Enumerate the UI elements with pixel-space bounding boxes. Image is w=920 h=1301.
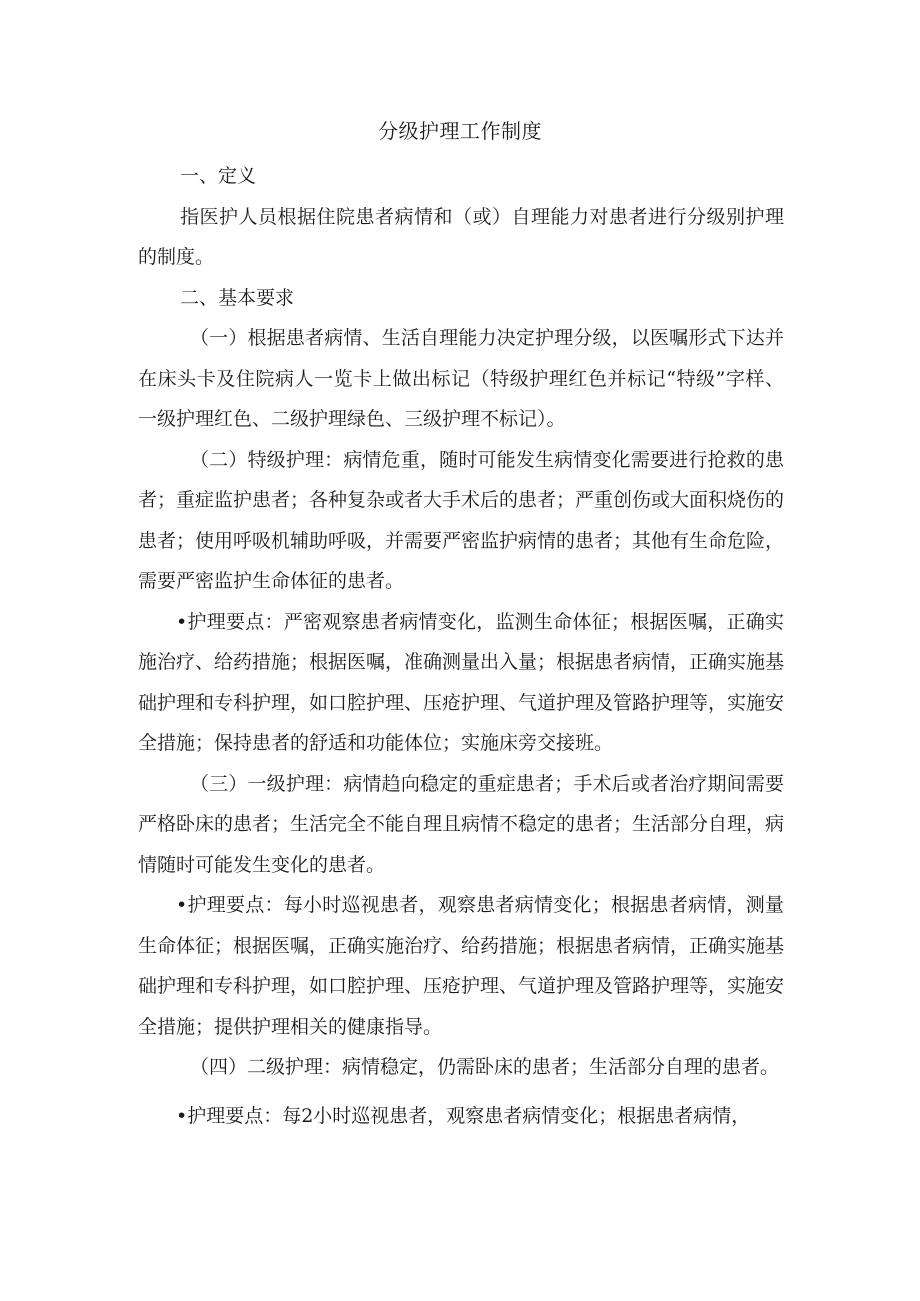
definition-paragraph: 指医护人员根据住院患者病情和（或）自理能力对患者进行分级别护理的制度。: [138, 205, 784, 268]
requirement-paragraph-1: （一）根据患者病情、生活自理能力决定护理分级，以医嘱形式下达并在床头卡及住院病人一览卡上做出标记（特级护理红色并标记“特级”字样、一级护理红色、二级护理绿色、三级护理不标记）。: [138, 327, 784, 430]
requirement-paragraph-special-care: （二）特级护理：病情危重，随时可能发生病情变化需要进行抢救的患者；重症监护患者；各种复杂或者大手术后的患者；严重创伤或大面积烧伤的患者；使用呼吸机辅助呼吸，并需要严密监护病情的患者；其他有生命危险，需要严密监护生命体征的患者。: [138, 448, 785, 592]
document-title: 分级护理工作制度: [378, 119, 542, 143]
section-heading-requirements: 二、基本要求: [180, 286, 295, 309]
bullet-special-care-points: •护理要点：严密观察患者病情变化，监测生命体征；根据医嘱，正确实施治疗、给药措施；根据医嘱，准确测量出入量；根据患者病情，正确实施基础护理和专科护理，如口腔护理、压疮护理、气道护理及管路护理等，实施安全措施；保持患者的舒适和功能体位；实施床旁交接班。: [138, 610, 785, 754]
bullet-first-level-points: •护理要点：每小时巡视患者，观察患者病情变化；根据患者病情，测量生命体征；根据医嘱，正确实施治疗、给药措施；根据患者病情，正确实施基础护理和专科护理，如口腔护理、压疮护理、气道护理及管路护理等，实施安全措施；提供护理相关的健康指导。: [138, 894, 785, 1038]
document-body: [138, 156, 784, 1136]
bullet-second-level-points: •护理要点：每2小时巡视患者，观察患者病情变化；根据患者病情，: [176, 1104, 751, 1127]
section-heading-definition: 一、定义: [180, 165, 257, 187]
requirement-paragraph-second-level: （四）二级护理：病情稳定，仍需卧床的患者；生活部分自理的患者。: [190, 1056, 780, 1078]
requirement-paragraph-first-level: （三）一级护理：病情趋向稳定的重症患者；手术后或者治疗期间需要严格卧床的患者；生活完全不能自理且病情不稳定的患者；生活部分自理，病情随时可能发生变化的患者。: [138, 772, 785, 876]
